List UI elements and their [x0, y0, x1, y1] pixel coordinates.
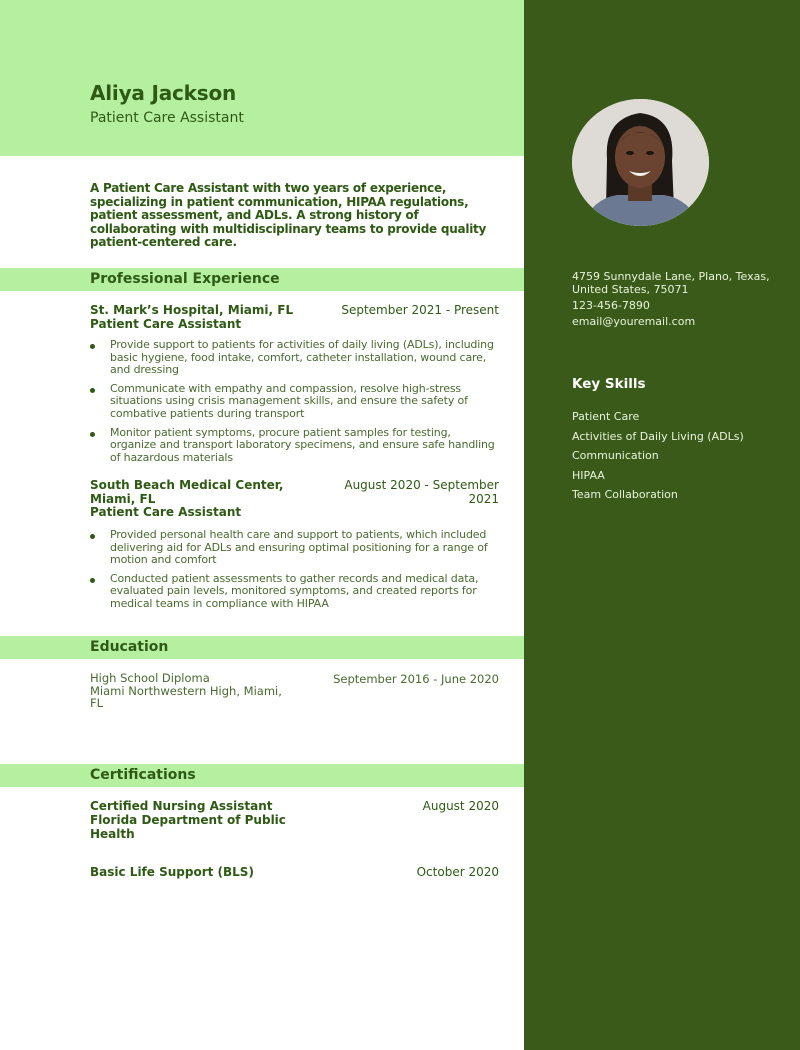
job-role: Patient Care Assistant [90, 316, 242, 331]
edu-date: September 2016 - June 2020 [333, 672, 499, 686]
bullet-item: Communicate with empathy and compassion, resolve high-stress situations using crisis management skills, and ensure the safety of combative patients during transport [90, 383, 500, 421]
job-company: South Beach Medical Center, Miami, FL [90, 478, 284, 506]
summary: A Patient Care Assistant with two years of experience, specializing in patient communication, HIPAA regulations, patient assessment, and ADLs. A strong history of collaborating with multidisciplinary teams to provide quality patient-centered care. [90, 181, 487, 250]
job-entry-header [90, 479, 499, 520]
bullet-icon [90, 578, 95, 583]
job-role: Patient Care Assistant [90, 505, 242, 519]
bullet-item: Monitor patient symptoms, procure patient samples for testing, organize and transport laboratory specimens, and ensure safe handling of hazardous materials [90, 427, 500, 465]
skill-item: HIPAA [572, 468, 605, 482]
section-title: Professional Experience [90, 271, 280, 287]
contact-address: 4759 Sunnydale Lane, Plano, Texas, United States, 75071 [572, 270, 770, 296]
candidate-title: Patient Care Assistant [90, 110, 244, 126]
bullet-item: Provide support to patients for activities of daily living (ADLs), including basic hygiene, food intake, comfort, catheter installation, wound care, and dressing [90, 339, 500, 377]
bullet-icon [90, 344, 95, 349]
job-company: St. Mark’s Hospital, Miami, FL [90, 303, 294, 317]
header-band [0, 0, 524, 156]
contact-phone: 123-456-7890 [572, 299, 650, 312]
skill-item: Team Collaboration [572, 488, 678, 502]
bullet-icon [90, 388, 95, 393]
job-bullets [90, 529, 500, 617]
cert-date: October 2020 [416, 865, 499, 879]
skill-item: Activities of Daily Living (ADLs) [572, 429, 744, 443]
section-header-education [0, 636, 524, 659]
job-entry-header [90, 304, 499, 331]
job-date: September 2021 - Present [341, 303, 499, 317]
bullet-icon [90, 534, 95, 539]
section-header-certifications [0, 764, 524, 787]
cert-entry [90, 865, 499, 879]
education-entry [90, 672, 499, 710]
cert-date: August 2020 [422, 799, 499, 813]
profile-photo [572, 99, 709, 226]
skills-list [572, 407, 744, 505]
job-date: August 2020 - September 2021 [344, 478, 499, 506]
avatar-portrait-icon [572, 99, 709, 226]
section-title: Education [90, 639, 169, 655]
bullet-item: Conducted patient assessments to gather records and medical data, evaluated pain levels, monitored symptoms, and created reports for medical teams in compliance with HIPAA [90, 573, 500, 611]
section-title: Certifications [90, 767, 196, 783]
skill-item: Communication [572, 449, 659, 463]
edu-school: Miami Northwestern High, Miami, FL [90, 683, 282, 711]
job-bullets [90, 339, 500, 470]
skill-item: Patient Care [572, 410, 640, 423]
contact-email[interactable]: email@youremail.com [572, 315, 696, 328]
skills-title: Key Skills [572, 376, 646, 392]
candidate-name: Aliya Jackson [90, 81, 237, 105]
cert-name: Certified Nursing Assistant Florida Department of Public Health [90, 799, 286, 841]
section-header-experience [0, 268, 524, 291]
contact-info [572, 270, 772, 328]
cert-name: Basic Life Support (BLS) [90, 865, 254, 879]
cert-entry [90, 799, 499, 841]
edu-degree: High School Diploma [90, 671, 210, 685]
bullet-item: Provided personal health care and support to patients, which included delivering aid for ADLs and ensuring optimal positioning for a range of motion and comfort [90, 529, 500, 567]
bullet-icon [90, 432, 95, 437]
